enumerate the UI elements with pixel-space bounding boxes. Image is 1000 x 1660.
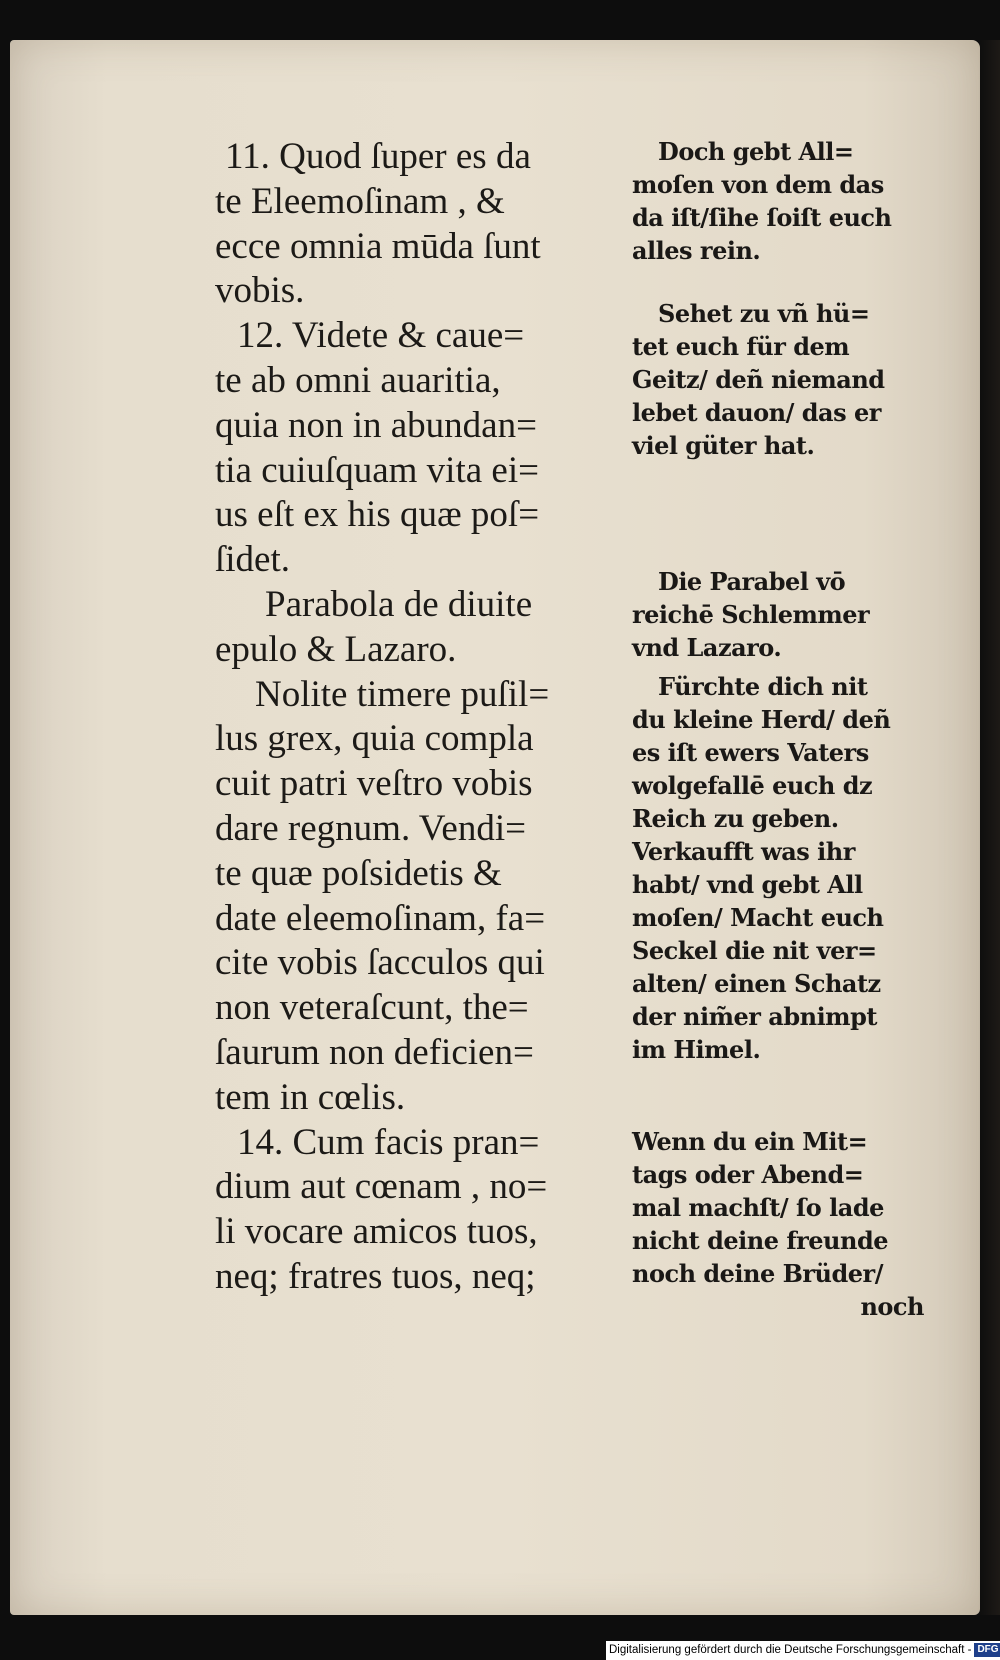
german-block bbox=[632, 670, 890, 1066]
latin-line: 11. Quod ſuper es da bbox=[225, 136, 531, 177]
latin-line: us eſt ex his quæ poſ= bbox=[215, 494, 540, 536]
latin-line: neq; fratres tuos, neq; bbox=[215, 1255, 536, 1297]
latin-line: tia cuiuſquam vita ei= bbox=[215, 449, 539, 491]
german-block bbox=[632, 1125, 924, 1323]
german-line: Reich zu geben. bbox=[632, 804, 839, 833]
footer-text: Digitalisierung gefördert durch die Deutsche Forschungsgemeinschaft - bbox=[609, 1644, 972, 1656]
german-line: im Himel. bbox=[632, 1035, 761, 1064]
latin-line: te Eleemoſinam , & bbox=[215, 180, 505, 222]
latin-column bbox=[215, 135, 610, 1300]
latin-line: lus grex, quia compla bbox=[215, 718, 534, 760]
latin-line: quia non in abundan= bbox=[215, 404, 537, 446]
german-line: habt/ vnd gebt All bbox=[632, 870, 863, 899]
latin-line: Nolite timere puſil= bbox=[255, 673, 550, 715]
dfg-logo: DFG bbox=[974, 1643, 1000, 1657]
german-line: Fürchte dich nit bbox=[658, 672, 868, 701]
latin-line: tem in cœlis. bbox=[215, 1076, 406, 1118]
german-line: mal machſt/ ſo lade bbox=[632, 1193, 884, 1222]
german-line: vnd Lazaro. bbox=[632, 633, 782, 662]
latin-line: non veteraſcunt, the= bbox=[215, 987, 529, 1029]
german-line: da iſt/ſihe ſoiſt euch bbox=[632, 203, 892, 232]
latin-line: dare regnum. Vendi= bbox=[215, 807, 526, 849]
digitization-footer bbox=[606, 1641, 1000, 1660]
latin-line: date eleemoſinam, fa= bbox=[215, 897, 546, 939]
latin-line: 14. Cum facis pran= bbox=[237, 1121, 540, 1163]
latin-line: 12. Videte & caue= bbox=[237, 315, 525, 357]
german-line: reichē Schlemmer bbox=[632, 600, 870, 629]
latin-line: cite vobis ſacculos qui bbox=[215, 942, 545, 984]
german-line: Seckel die nit ver= bbox=[632, 936, 877, 965]
latin-line: Parabola de diuite bbox=[265, 583, 533, 625]
page-edge-shadow bbox=[978, 40, 1000, 1615]
latin-line: te quæ poſsidetis & bbox=[215, 852, 502, 894]
german-line: es iſt ewers Vaters bbox=[632, 738, 869, 767]
latin-line: ſaurum non deficien= bbox=[215, 1031, 534, 1073]
german-line: tags oder Abend= bbox=[632, 1160, 864, 1189]
german-line: tet euch für dem bbox=[632, 332, 850, 361]
latin-line: ecce omnia mūda ſunt bbox=[215, 225, 541, 267]
german-line: moſen/ Macht euch bbox=[632, 903, 884, 932]
latin-line: epulo & Lazaro. bbox=[215, 628, 457, 670]
german-block bbox=[632, 297, 885, 462]
latin-line: te ab omni auaritia, bbox=[215, 359, 501, 401]
german-line: Die Parabel vō bbox=[658, 567, 846, 596]
latin-line: vobis. bbox=[215, 270, 305, 312]
german-line: alten/ einen Schatz bbox=[632, 969, 881, 998]
latin-line: ſidet. bbox=[215, 539, 291, 581]
latin-line: li vocare amicos tuos, bbox=[215, 1211, 538, 1253]
german-line: Doch gebt All= bbox=[658, 137, 854, 166]
german-line: wolgefallē euch dz bbox=[632, 771, 873, 800]
german-line: du kleine Herd/ deñ bbox=[632, 705, 891, 734]
latin-line: cuit patri veſtro vobis bbox=[215, 763, 533, 805]
german-line: moſen von dem das bbox=[632, 170, 884, 199]
german-line: Wenn du ein Mit= bbox=[632, 1127, 868, 1156]
german-line: noch deine Brüder/ bbox=[632, 1259, 883, 1288]
german-line: noch bbox=[860, 1292, 924, 1321]
german-line: der nim̃er abnimpt bbox=[632, 1002, 877, 1031]
latin-line: dium aut cœnam , no= bbox=[215, 1166, 548, 1208]
german-line: viel güter hat. bbox=[632, 431, 815, 460]
german-block bbox=[632, 135, 892, 267]
german-line: Verkaufft was ihr bbox=[632, 837, 855, 866]
german-line: lebet dauon/ das er bbox=[632, 398, 881, 427]
german-line: Sehet zu vñ hü= bbox=[658, 299, 870, 328]
german-block bbox=[632, 565, 869, 664]
german-line: nicht deine freunde bbox=[632, 1226, 888, 1255]
german-line: Geitz/ deñ niemand bbox=[632, 365, 885, 394]
german-line: alles rein. bbox=[632, 236, 761, 265]
